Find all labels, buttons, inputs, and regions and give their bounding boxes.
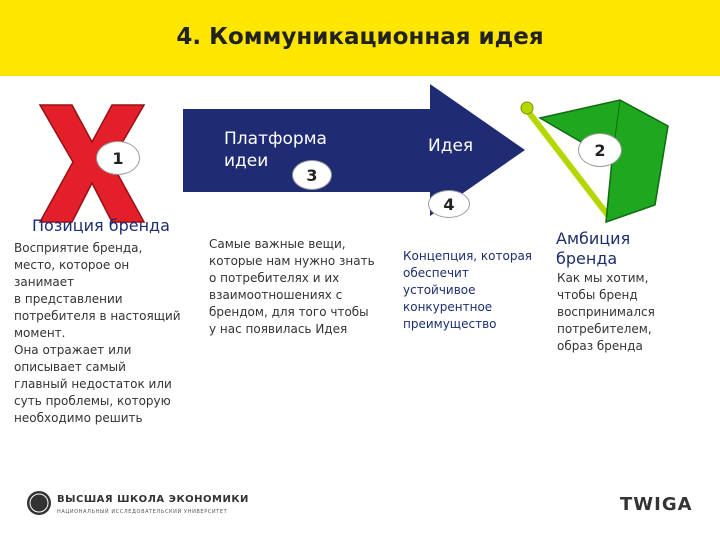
ambition-line: потребителем, (557, 322, 652, 336)
position-heading: Позиция бренда (32, 216, 170, 235)
position-line: главный недостаток или (14, 377, 172, 391)
position-line: потребителя в настоящий (14, 309, 181, 323)
arrow-tip-label: Идея (428, 136, 474, 156)
platform-line: брендом, для того чтобы (209, 305, 369, 319)
idea-line: Концепция, которая (403, 249, 533, 263)
idea-text (403, 248, 543, 333)
platform-line: у нас появилась Идея (209, 322, 348, 336)
position-line: место, которое он (14, 258, 130, 272)
platform-text (209, 236, 394, 338)
platform-line: Самые важные вещи, (209, 237, 346, 251)
ambition-heading-line1: Амбиция (556, 229, 631, 248)
hse-logo-subtext: НАЦИОНАЛЬНЫЙ ИССЛЕДОВАТЕЛЬСКИЙ УНИВЕРСИТЕТ (57, 509, 228, 515)
ambition-heading (556, 229, 630, 269)
position-text (14, 240, 204, 427)
platform-line: взаимоотношениях с (209, 288, 343, 302)
idea-line: преимущество (403, 317, 497, 331)
position-line: описывает самый (14, 360, 126, 374)
ambition-line: образ бренда (557, 339, 643, 353)
platform-line: которые нам нужно знать (209, 254, 375, 268)
idea-line: конкурентное (403, 300, 493, 314)
flag-pole-ball (521, 102, 533, 114)
ambition-text (557, 270, 707, 355)
arrow-title-line2: идеи (224, 151, 269, 171)
position-line: в представлении (14, 292, 123, 306)
position-line: занимает (14, 275, 75, 289)
ambition-line: воспринимался (557, 305, 655, 319)
slide-title: 4. Коммуникационная идея (176, 24, 544, 50)
ambition-line: чтобы бренд (557, 288, 638, 302)
idea-line: устойчивое (403, 283, 476, 297)
arrow-title (224, 128, 327, 172)
flag-number-badge: 2 (578, 133, 622, 167)
arrow-bottom-number-badge: 4 (428, 190, 470, 218)
hse-emblem-icon (26, 490, 52, 516)
ambition-line: Как мы хотим, (557, 271, 649, 285)
position-line: необходимо решить (14, 411, 143, 425)
idea-line: обеспечит (403, 266, 469, 280)
position-line: Восприятие бренда, (14, 241, 143, 255)
cross-number-badge: 1 (96, 141, 140, 175)
arrow-title-line1: Платформа (224, 129, 327, 149)
ambition-heading-line2: бренда (556, 249, 618, 268)
position-line: суть проблемы, которую (14, 394, 171, 408)
position-line: момент. (14, 326, 66, 340)
platform-line: о потребителях и их (209, 271, 340, 285)
hse-logo-text: ВЫСШАЯ ШКОЛА ЭКОНОМИКИ (57, 494, 249, 505)
position-line: Она отражает или (14, 343, 132, 357)
arrow-title-number-badge: 3 (292, 160, 332, 190)
twiga-logo: TWIGA (620, 494, 693, 515)
